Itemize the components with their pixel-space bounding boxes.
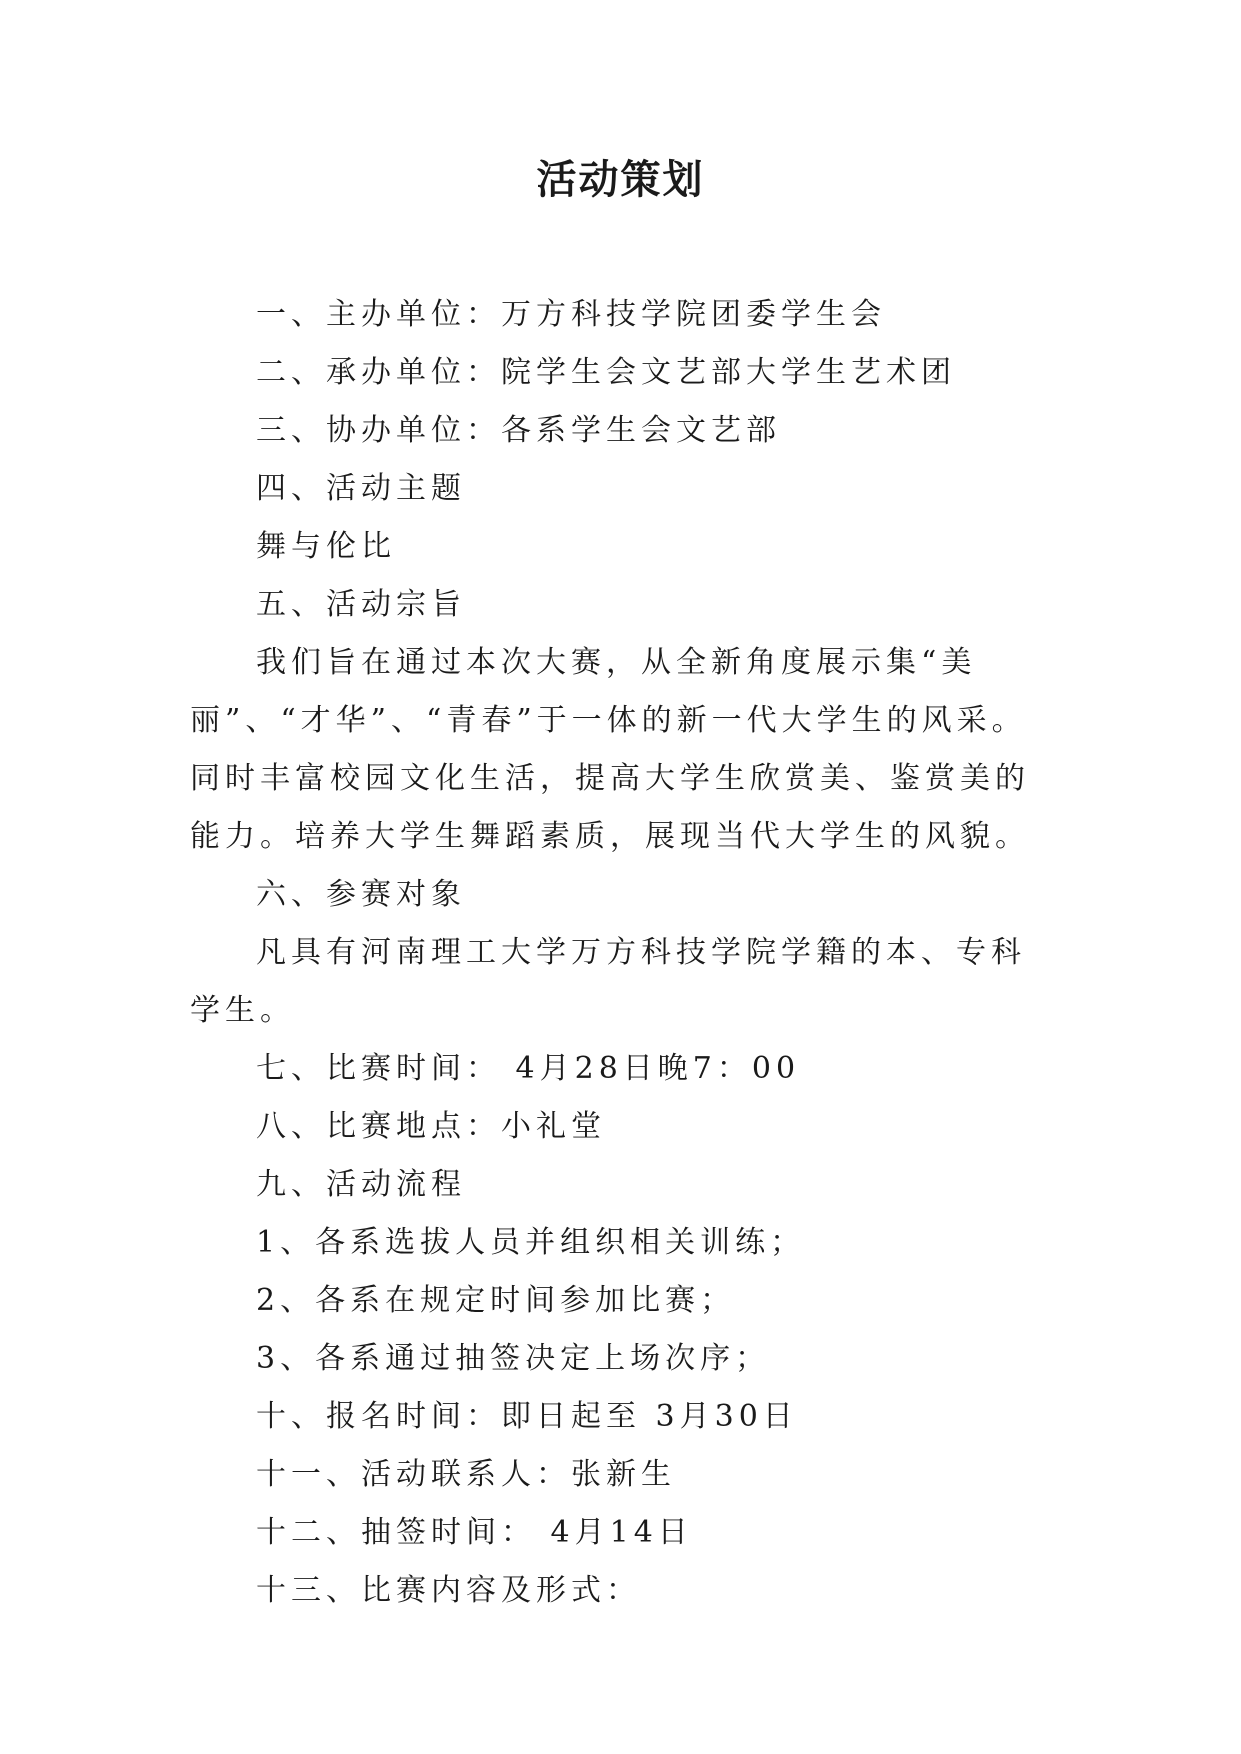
- paragraph-step-2: 2、各系在规定时间参加比赛；: [256, 1283, 736, 1318]
- document-title: 活动策划: [536, 156, 705, 203]
- paragraph-venue: 八、比赛地点：小礼堂: [256, 1109, 606, 1144]
- paragraph-step-1: 1、各系选拔人员并组织相关训练；: [256, 1225, 806, 1260]
- paragraph-host: 二、承办单位：院学生会文艺部大学生艺术团: [256, 355, 956, 390]
- paragraph-contact: 十一、活动联系人：张新生: [256, 1457, 676, 1492]
- paragraph-purpose-heading: 五、活动宗旨: [256, 587, 466, 622]
- paragraph-content-heading: 十三、比赛内容及形式：: [256, 1573, 641, 1608]
- paragraph-participants: 凡具有河南理工大学万方科技学院学籍的本、专科学生。: [190, 935, 1026, 1028]
- paragraph-organizer: 一、主办单位：万方科技学院团委学生会: [256, 297, 886, 332]
- paragraph-theme: 舞与伦比: [256, 529, 396, 564]
- paragraph-registration: 十、报名时间：即日起至 3月30日: [256, 1399, 798, 1434]
- paragraph-participants-heading: 六、参赛对象: [256, 877, 466, 912]
- paragraph-theme-heading: 四、活动主题: [256, 471, 466, 506]
- paragraph-purpose: 我们旨在通过本次大赛，从全新角度展示集“美丽”、“才华”、“青春”于一体的新一代大学生的风采。同时丰富校园文化生活，提高大学生欣赏美、鉴赏美的能力。培养大学生舞蹈素质，展现当代大学生的风貌。: [190, 645, 1030, 854]
- paragraph-process-heading: 九、活动流程: [256, 1167, 466, 1202]
- paragraph-draw-time: 十二、抽签时间： 4月14日: [256, 1515, 693, 1550]
- paragraph-time: 七、比赛时间： 4月28日晚7：00: [256, 1051, 801, 1086]
- document-body: [190, 286, 1060, 1620]
- paragraph-step-3: 3、各系通过抽签决定上场次序；: [256, 1341, 771, 1376]
- paragraph-co-organizer: 三、协办单位：各系学生会文艺部: [256, 413, 781, 448]
